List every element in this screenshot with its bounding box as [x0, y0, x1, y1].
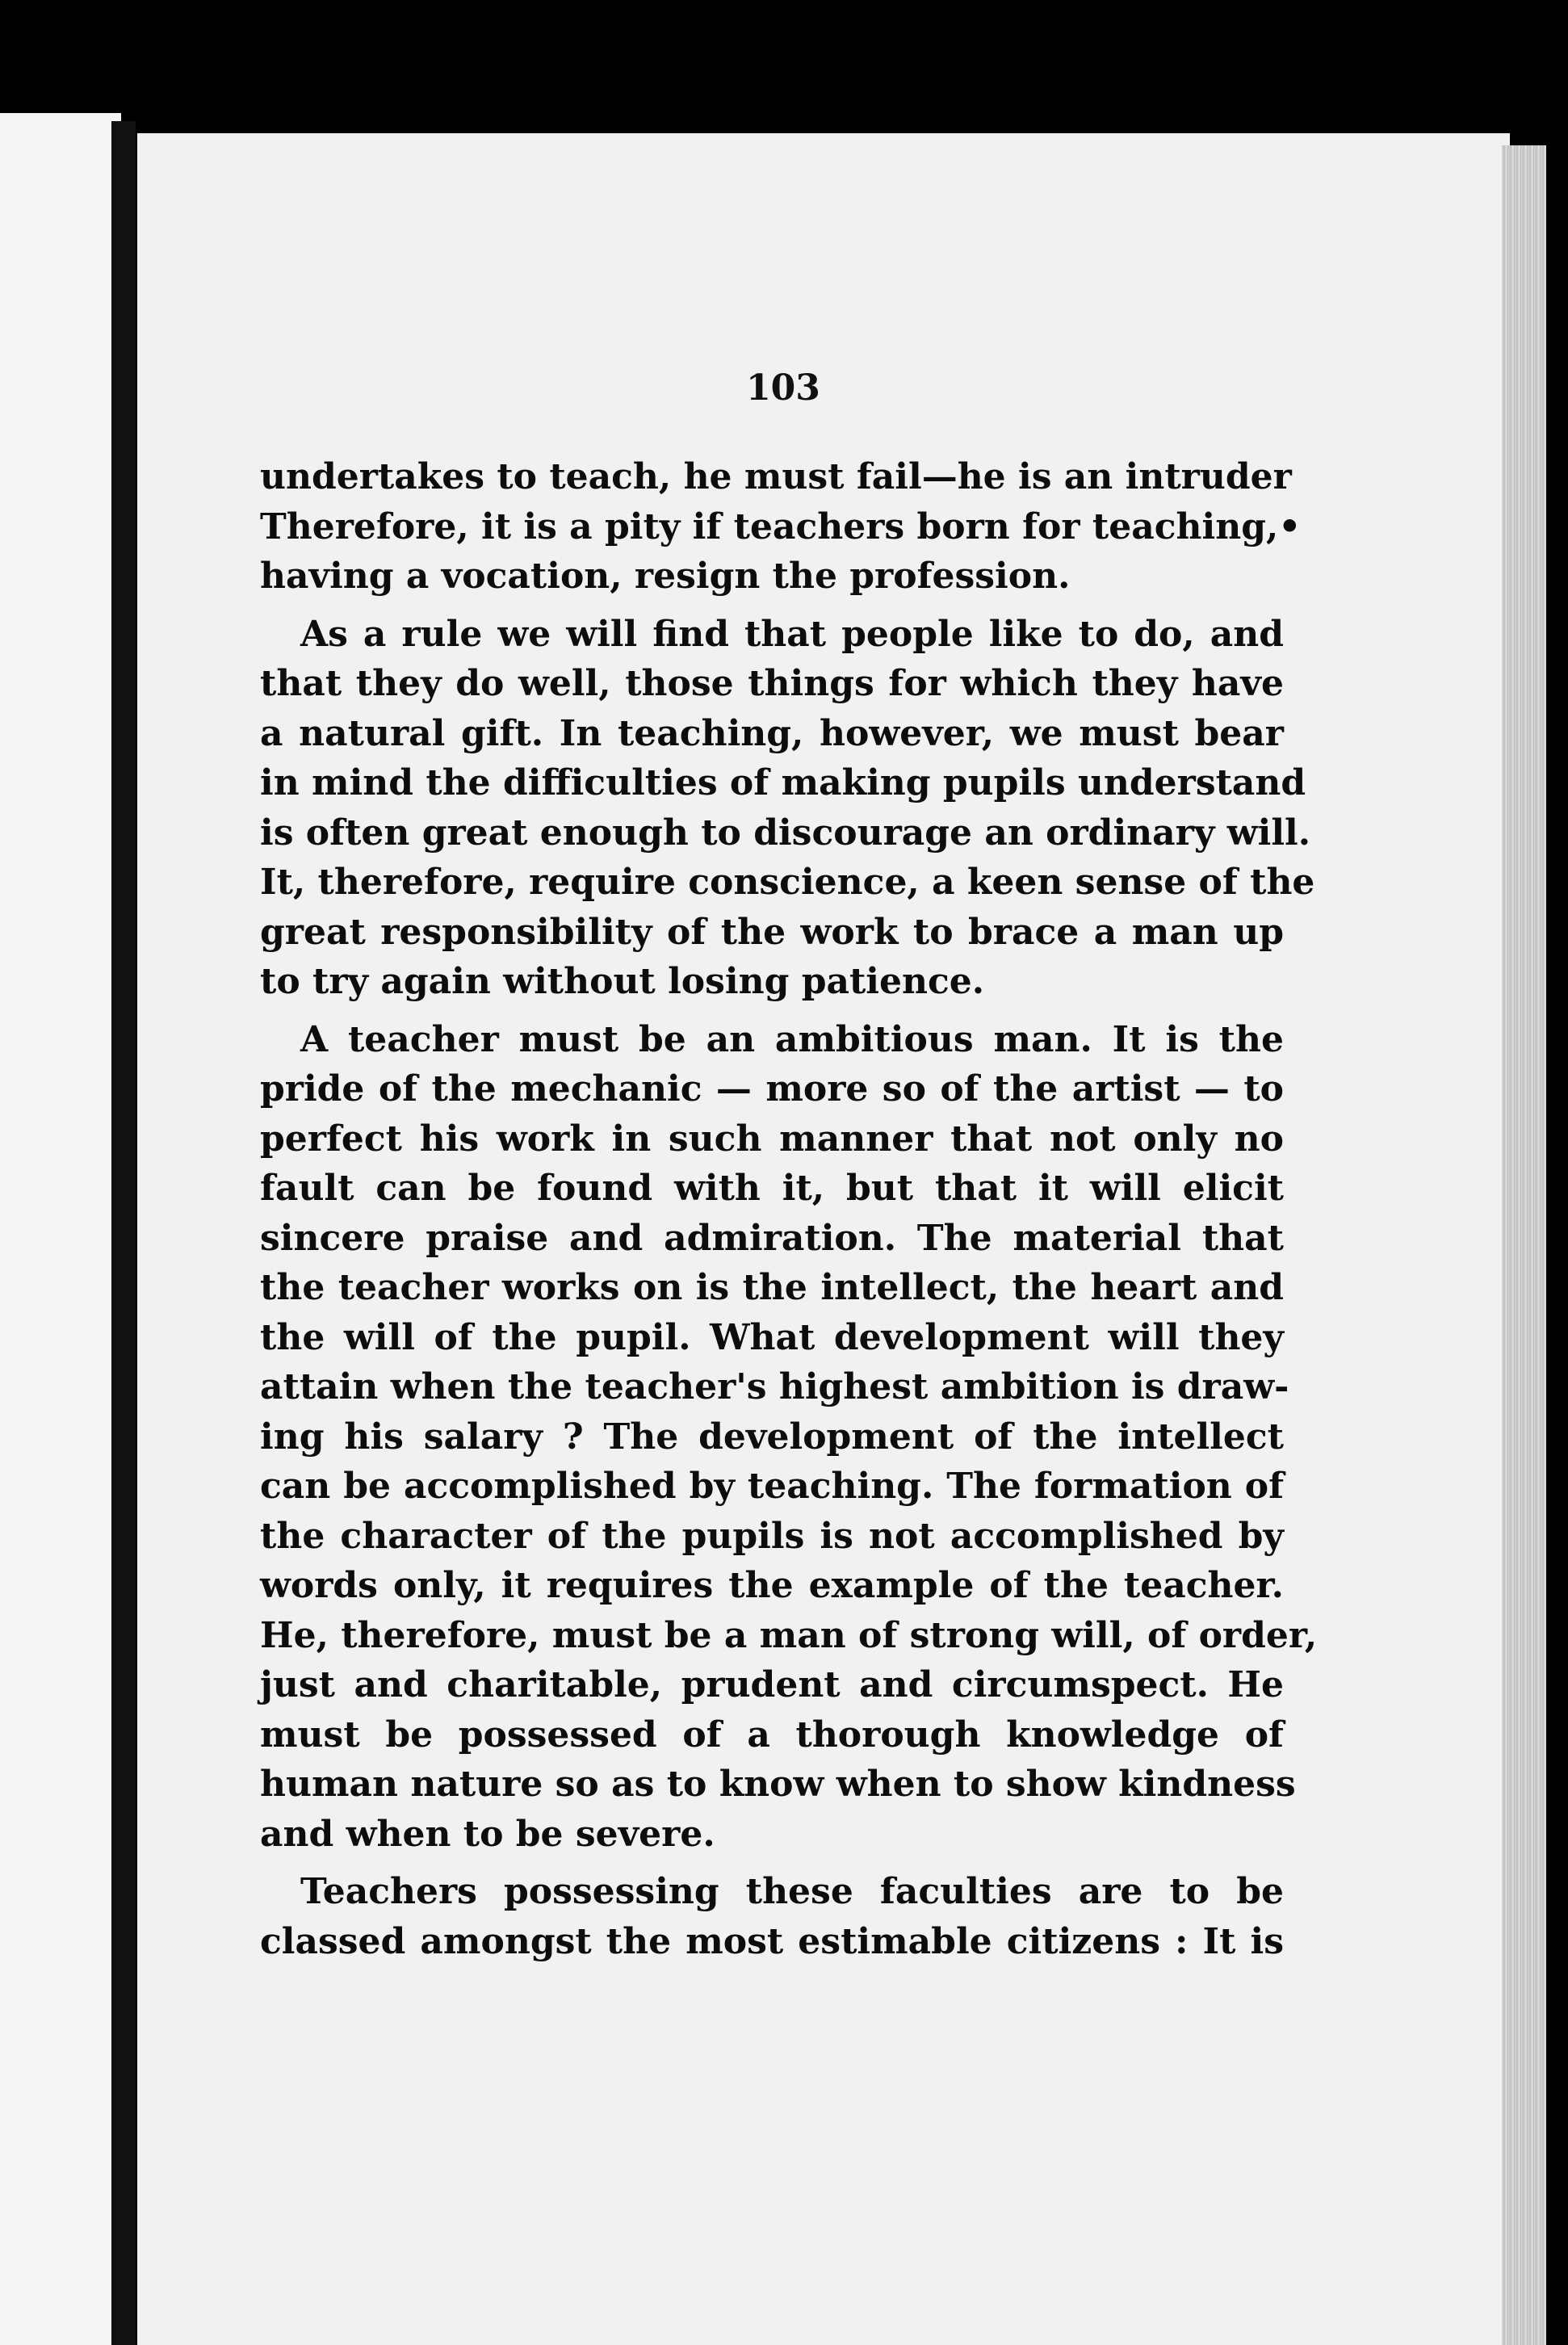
text-line: pride of the mechanic — more so of the artist — to [260, 1068, 1284, 1110]
text-line: is often great enough to discourage an ordinary will. [260, 812, 1311, 854]
text-line: A teacher must be an ambitious man. It is the [300, 1018, 1284, 1060]
text-line: ing his salary ? The development of the intellect [260, 1416, 1284, 1458]
paragraph [260, 1015, 1318, 1860]
text-line: a natural gift. In teaching, however, we must bear [260, 712, 1284, 754]
text-line: words only, it requires the example of the teacher. [260, 1565, 1284, 1606]
text-line: the teacher works on is the intellect, the heart and [260, 1267, 1284, 1308]
text-line: Teachers possessing these faculties are to be [300, 1871, 1284, 1912]
page-number: 103 [746, 367, 820, 409]
facing-page-fragment [0, 113, 121, 2345]
text-line: As a rule we will find that people like to do, and [300, 613, 1284, 655]
page-body-text [260, 452, 1318, 1974]
text-line: just and charitable, prudent and circumspect. He [260, 1664, 1284, 1705]
text-line: attain when the teacher's highest ambition is draw- [260, 1366, 1289, 1407]
text-line: and when to be severe. [260, 1813, 715, 1855]
text-line: Therefore, it is a pity if teachers born for teaching,• [260, 505, 1302, 547]
book-gutter [111, 121, 136, 2345]
text-line: classed amongst the most estimable citizens : It is [260, 1920, 1284, 1962]
page-edges [1502, 145, 1546, 2345]
text-line: must be possessed of a thorough knowledge of [260, 1714, 1284, 1756]
text-line: in mind the difficulties of making pupils understand [260, 762, 1306, 803]
text-line: He, therefore, must be a man of strong will, of order, [260, 1614, 1318, 1656]
paragraph [260, 452, 1302, 602]
text-line: that they do well, those things for which they have [260, 663, 1284, 704]
text-line: sincere praise and admiration. The material that [260, 1217, 1284, 1259]
paragraph [260, 610, 1315, 1007]
text-line: It, therefore, require conscience, a keen sense of the [260, 862, 1315, 903]
text-line: to try again without losing patience. [260, 961, 985, 1002]
text-line: having a vocation, resign the profession. [260, 556, 1071, 597]
text-line: the will of the pupil. What development will they [260, 1316, 1284, 1358]
text-line: human nature so as to know when to show kindness [260, 1764, 1296, 1805]
text-line: perfect his work in such manner that not only no [260, 1118, 1284, 1160]
paragraph [260, 1867, 1284, 1966]
text-line: great responsibility of the work to brace a man up [260, 911, 1284, 953]
text-line: undertakes to teach, he must fail—he is an intruder [260, 456, 1292, 497]
text-line: fault can be found with it, but that it will elicit [260, 1168, 1284, 1209]
text-line: the character of the pupils is not accomplished by [260, 1515, 1284, 1557]
text-line: can be accomplished by teaching. The formation of [260, 1466, 1284, 1507]
